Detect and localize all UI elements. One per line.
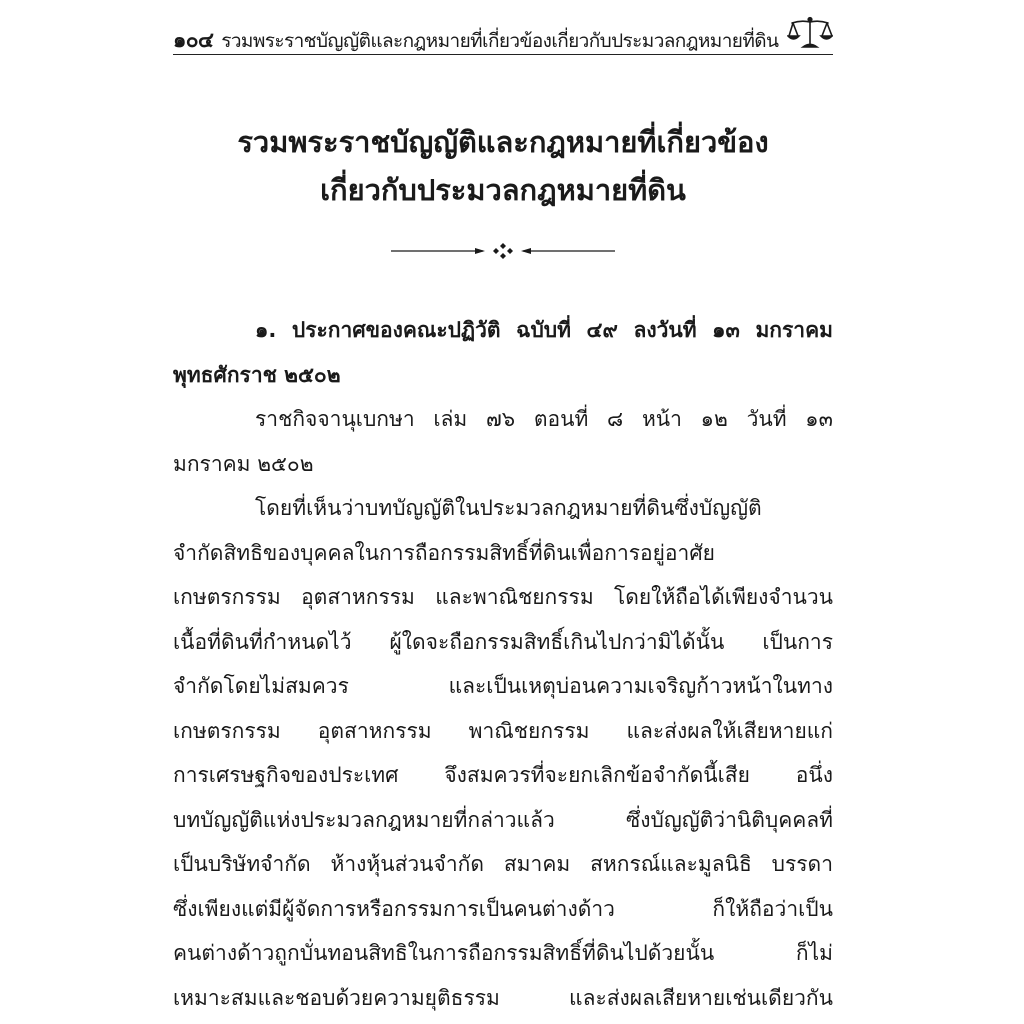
body-line: เป็นบริษัทจำกัด ห้างหุ้นส่วนจำกัด สมาคม สหกรณ์และมูลนิธิ บรรดา bbox=[173, 852, 833, 876]
title-line-1: รวมพระราชบัญญัติและกฎหมายที่เกี่ยวข้อง bbox=[237, 125, 769, 159]
section-heading-line-2: พุทธศักราช ๒๕๐๒ bbox=[173, 362, 341, 387]
body-paragraph bbox=[173, 486, 833, 1020]
body-line: จำกัดโดยไม่สมควร และเป็นเหตุบ่อนความเจริญก้าวหน้าในทาง bbox=[173, 674, 833, 698]
body-line: เหมาะสมและชอบด้วยความยุติธรรม และส่งผลเสียหายเช่นเดียวกัน bbox=[173, 985, 833, 1010]
book-page bbox=[173, 0, 833, 1024]
body-line: เกษตรกรรม อุตสาหกรรม และพาณิชยกรรม โดยให้ถือได้เพียงจำนวน bbox=[173, 585, 833, 609]
body-line: คนต่างด้าวถูกบั่นทอนสิทธิในการถือกรรมสิทธิ์ที่ดินไปด้วยนั้น ก็ไม่ bbox=[173, 941, 833, 965]
body-line: โดยที่เห็นว่าบทบัญญัติในประมวลกฎหมายที่ดินซึ่งบัญญัติ bbox=[255, 496, 762, 520]
section-heading bbox=[173, 308, 833, 397]
body-line: เนื้อที่ดินที่กำหนดไว้ ผู้ใดจะถือกรรมสิทธิ์เกินไปกว่ามิได้นั้น เป็นการ bbox=[173, 629, 833, 654]
body-line: จำกัดสิทธิของบุคคลในการถือกรรมสิทธิ์ที่ดินเพื่อการอยู่อาศัย bbox=[173, 540, 715, 565]
gazette-ref-line-2: มกราคม ๒๕๐๒ bbox=[173, 451, 314, 476]
running-title: รวมพระราชบัญญัติและกฎหมายที่เกี่ยวข้องเกี่ยวกับประมวลกฎหมายที่ดิน bbox=[221, 30, 779, 52]
gazette-reference bbox=[173, 397, 833, 486]
document-title bbox=[173, 118, 833, 214]
page-number: ๑๐๔ bbox=[173, 27, 214, 52]
scales-of-justice-icon bbox=[787, 16, 833, 50]
body-line: บทบัญญัติแห่งประมวลกฎหมายที่กล่าวแล้ว ซึ่งบัญญัติว่านิติบุคคลที่ bbox=[173, 807, 833, 832]
running-header bbox=[173, 16, 833, 55]
section-heading-line-1: ๑. ประกาศของคณะปฏิวัติ ฉบับที่ ๔๙ ลงวันที่ ๑๓ มกราคม bbox=[255, 318, 833, 342]
diamond-divider-icon bbox=[391, 240, 615, 262]
body-text bbox=[173, 308, 833, 1020]
gazette-ref-line-1: ราชกิจจานุเบกษา เล่ม ๗๖ ตอนที่ ๘ หน้า ๑๒ วันที่ ๑๓ bbox=[255, 407, 833, 431]
header-text bbox=[173, 24, 778, 57]
body-line: เกษตรกรรม อุตสาหกรรม พาณิชยกรรม และส่งผลให้เสียหายแก่ bbox=[173, 718, 833, 743]
body-line: การเศรษฐกิจของประเทศ จึงสมควรที่จะยกเลิกข้อจำกัดนี้เสีย อนึ่ง bbox=[173, 763, 833, 787]
title-line-2: เกี่ยวกับประมวลกฎหมายที่ดิน bbox=[320, 173, 686, 207]
body-line: ซึ่งเพียงแต่มีผู้จัดการหรือกรรมการเป็นคนต่างด้าว ก็ให้ถือว่าเป็น bbox=[173, 896, 833, 921]
